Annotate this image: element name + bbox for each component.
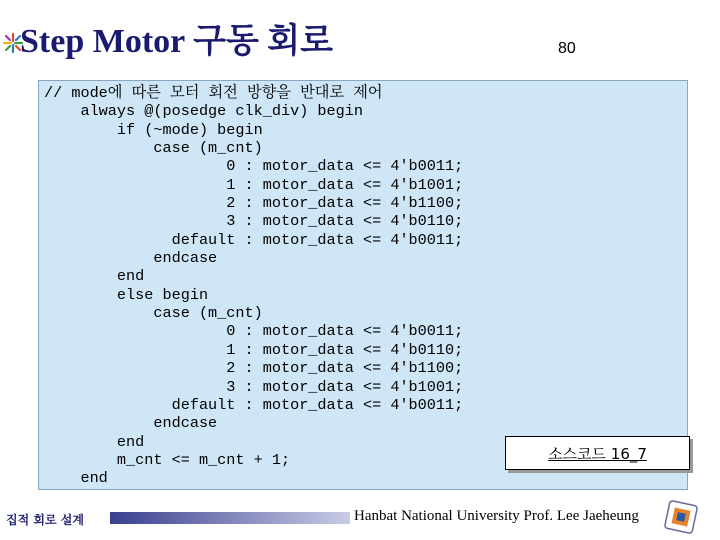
code-line: end xyxy=(44,469,108,488)
code-line: 1 : motor_data <= 4'b1001; xyxy=(44,175,464,194)
page-number: 80 xyxy=(558,40,576,57)
code-line: default : motor_data <= 4'b0011; xyxy=(44,395,464,414)
code-line: if (~mode) begin xyxy=(44,120,263,139)
code-listing xyxy=(44,84,463,488)
code-line: end xyxy=(44,432,145,451)
code-line: default : motor_data <= 4'b0011; xyxy=(44,230,464,249)
footer-course-title: 집적 회로 설계 xyxy=(6,513,84,527)
code-line: // mode에 따른 모터 회전 방향을 반대로 제어 xyxy=(44,84,383,102)
code-line: endcase xyxy=(44,414,218,433)
logo-icon xyxy=(664,499,700,537)
code-line: 1 : motor_data <= 4'b0110; xyxy=(44,340,464,359)
code-line: 2 : motor_data <= 4'b1100; xyxy=(44,359,464,378)
code-line: 2 : motor_data <= 4'b1100; xyxy=(44,194,464,213)
code-line: end xyxy=(44,267,145,286)
caption-label: 소스코드 16_7 xyxy=(548,444,647,463)
footer-university: Hanbat National University Prof. Lee Jaeheung xyxy=(354,508,639,524)
code-line: else begin xyxy=(44,285,209,304)
source-code-caption xyxy=(505,436,690,470)
code-line: m_cnt <= m_cnt + 1; xyxy=(44,450,291,469)
code-line: case (m_cnt) xyxy=(44,139,263,158)
footer-gradient-bar xyxy=(110,512,350,524)
slide-title: Step Motor 구동 회로 xyxy=(20,23,333,60)
code-line: 3 : motor_data <= 4'b0110; xyxy=(44,212,464,231)
code-line: 3 : motor_data <= 4'b1001; xyxy=(44,377,464,396)
code-line: case (m_cnt) xyxy=(44,304,263,323)
title-row xyxy=(0,10,720,60)
code-line: always @(posedge clk_div) begin xyxy=(44,102,363,121)
code-line: 0 : motor_data <= 4'b0011; xyxy=(44,322,464,341)
code-line: endcase xyxy=(44,249,218,268)
code-line: 0 : motor_data <= 4'b0011; xyxy=(44,157,464,176)
